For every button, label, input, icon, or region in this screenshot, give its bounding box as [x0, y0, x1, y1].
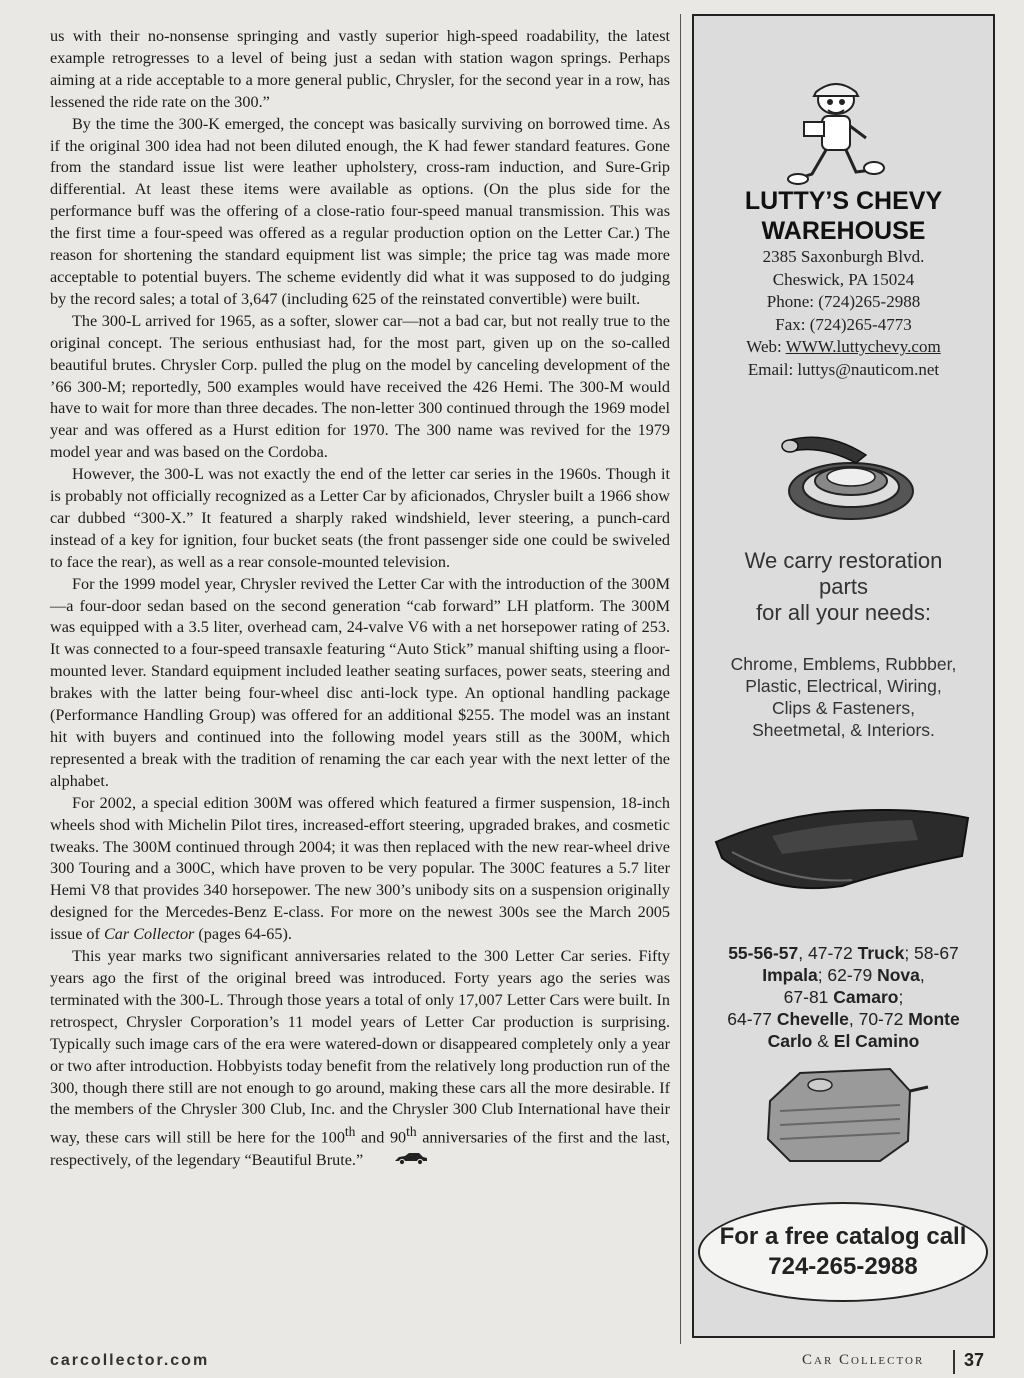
models-line	[704, 942, 983, 964]
article-paragraph: However, the 300-L was not exactly the end of the letter car series in the 1960s. Though it is probably not officially recognized as a Letter Car by aficionados, Chrysler built a 1966 show car dubbed “300-X.” It featured a sharply raked windshield, lever steering, a punch-card instead of a key for ignition, four bucket seats (the front passenger side one could be swiveled to face the rear), as well as a rear console-mounted television.	[50, 465, 670, 571]
ordinal-suffix: th	[344, 1124, 356, 1140]
article-paragraph: By the time the 300-K emerged, the concept was basically surviving on borrowed time. As if the original 300 idea had not been diluted enough, the K had fewer standard features. Gone from the standard issue list were leather upholstery, cross-ram induction, and Sure-Grip differential. At least these items were available as options. (On the plus side for the performance buff was the offering of a close-ratio four-speed manual transmission. This was the first time a four-speed was offered as a regular production option on the Letter Car.) The reason for shortening the standard equipment list was simple; the price tag was made more acceptable to potential buyers. The scheme evidently did what it was supposed to do judging by the record sales; a total of 3,647 (including 625 of the reinstated convertible) were built.	[50, 114, 670, 308]
fax-number: Fax: (724)265-4773	[775, 314, 912, 334]
article-paragraph	[50, 793, 670, 946]
magazine-title: Car Collector	[103, 925, 195, 944]
model-years: 64-77	[727, 1009, 777, 1029]
tagline-line: for all your needs:	[756, 600, 931, 625]
model-sep: &	[812, 1031, 834, 1051]
email-address: Email: luttys@nauticom.net	[747, 359, 940, 379]
gas-tank-image	[760, 1061, 930, 1176]
business-name-line: LUTTY’S CHEVY	[744, 187, 943, 215]
article-paragraph: For the 1999 model year, Chrysler revived the Letter Car with the introduction of the 300M—a four-door sedan based on the second generation “cab forward” LH platform. The 300M was equipped with a 3.5 liter, overhead cam, 24-valve V6 with a net horsepower rating of 253. It was connected to a four-speed transaxle featuring “Auto Stick” manual shifting using a floor-mounted lever. Standard equipment included leather seating surfaces, power seats, steering and brakes with the latter being four-wheel disc anti-lock type. An optional handling package (Performance Handling Group) was offered for an additional $255. The model was an instant hit with buyers and continued into the following model years still as the 300M, which represented a break with the tradition of renaming the car each year with the next letter of the alphabet.	[50, 574, 670, 790]
paragraph-text: For 2002, a special edition 300M was offered which featured a firmer suspension, 18-inch wheels shod with Michelin Pilot tires, increased-effort steering, upgraded brakes, and cosmetic tweaks. The 300M continued through 2004; it was then replaced with the new rear-wheel drive 300 Touring and a 300C, which have proven to be very popular. The 300C features a 5.7 liter Hemi V8 that provides 340 horsepower. The new 300’s unibody sits on a suspension originally designed for the Mercedes-Benz E-class. For more on the newest 300s see the March 2005 issue of	[50, 793, 670, 944]
model-name: Monte	[908, 1009, 960, 1029]
article-paragraph: us with their no-nonsense springing and vastly superior high-speed roadability, the latest example retrogresses to a level of being just a sedan with station wagon springs. Perhaps aiming at a ride acceptable to a more general public, Chrysler, for the second year in a row, has lessened the ride rate on the 300.”	[50, 27, 670, 111]
web-link[interactable]: WWW.luttychevy.com	[785, 337, 941, 356]
tagline	[714, 548, 973, 626]
business-name-line: WAREHOUSE	[761, 217, 926, 245]
tagline-line: parts	[819, 574, 868, 599]
model-name: Camaro	[833, 987, 899, 1007]
ordinal-number: and 90	[355, 1128, 407, 1147]
street-address: 2385 Saxonburgh Blvd.	[762, 247, 925, 266]
footer-site[interactable]: carcollector.com	[50, 1352, 210, 1369]
models-line	[704, 964, 983, 986]
model-years: ; 58-67	[904, 943, 959, 963]
contact-block	[694, 246, 993, 381]
model-name: Chevelle	[776, 1009, 849, 1029]
model-sep: ,	[919, 965, 925, 985]
paragraph-tail: anniversaries of the first and the last, respectively, of the legendary “Beautiful Brute.”	[50, 1128, 671, 1169]
parts-line: Chrome, Emblems, Rubbber,	[730, 654, 957, 674]
models-line	[704, 1008, 983, 1030]
hood-image	[712, 796, 972, 911]
web-address	[694, 336, 993, 359]
parts-line: Sheetmetal, & Interiors.	[752, 720, 935, 740]
article-paragraph	[50, 946, 670, 1172]
footer-divider	[953, 1350, 955, 1374]
car-end-icon	[371, 1150, 429, 1172]
catalog-text: For a free catalog call	[719, 1223, 967, 1250]
column-divider	[680, 14, 681, 1344]
ordinal-number: 100	[315, 1128, 345, 1147]
phone-number: Phone: (724)265-2988	[766, 292, 921, 311]
models-line	[704, 986, 983, 1008]
paragraph-text: This year marks two significant anniversaries related to the 300 Letter Car series. Fifty years ago the first of the original breed was introduced. Forty years ago the series was terminated with the 300-L. Through those years a total of only 17,007 Letter Cars were built. In retrospect, Chrysler Corporation’s 11 model years of Letter Car production is surprising. Typically such image cars of the era were watered-down or disappeared completely only a year or two after introduction. Hobbyists today benefit from the relatively long production run of the 300, though there still are not enough to go around, making these cars all the more desirable. If the members of the Chrysler 300 Club, Inc. and the Chrysler 300 Club International have their way, these cars will still be here for the	[50, 947, 670, 1147]
model-years: 67-81	[783, 987, 834, 1007]
parts-line: Clips & Fasteners,	[772, 698, 915, 718]
web-label: Web:	[746, 337, 786, 356]
parts-list	[704, 653, 983, 741]
advertisement	[692, 14, 995, 1338]
mascot-icon	[786, 78, 886, 193]
tagline-line: We carry restoration	[744, 548, 943, 573]
model-name: Carlo	[767, 1031, 813, 1051]
model-name: Impala	[762, 965, 818, 985]
model-sep: ;	[898, 987, 904, 1007]
article-body	[50, 26, 670, 1172]
model-years: , 70-72	[848, 1009, 909, 1029]
city-state-zip: Cheswick, PA 15024	[772, 269, 915, 289]
models-list	[704, 942, 983, 1052]
model-name: Nova	[877, 965, 920, 985]
page-number: 37	[964, 1350, 985, 1370]
models-line	[704, 1030, 983, 1052]
catalog-callout	[698, 1202, 988, 1302]
catalog-phone[interactable]: 724-265-2988	[768, 1253, 918, 1280]
air-cleaner-image	[756, 421, 936, 536]
model-years: , 47-72	[798, 943, 858, 963]
model-years: 55-56-57	[728, 943, 799, 963]
model-years: ; 62-79	[817, 965, 878, 985]
model-name: Truck	[857, 943, 905, 963]
article-paragraph: The 300-L arrived for 1965, as a softer, slower car—not a bad car, but not really true to the original concept. The serious enthusiast had, for the most part, given up on the so-called beautiful brutes. Chrysler Corp. pulled the plug on the model by canceling development of the ’66 300-M; reportedly, 500 examples would have received the 426 Hemi. The 300-M would have to wait for more than three decades. The non-letter 300 continued through the 1969 model year and was offered as a Hurst edition for 1970. The 300 name was revived for the 1979 model year and was based on the Cordoba.	[50, 311, 670, 462]
model-name: El Camino	[833, 1031, 920, 1051]
footer-magazine: Car Collector	[802, 1352, 925, 1368]
parts-line: Plastic, Electrical, Wiring,	[745, 676, 942, 696]
ordinal-suffix: th	[406, 1124, 417, 1140]
business-name	[694, 186, 993, 246]
paragraph-tail: (pages 64-65).	[194, 925, 292, 944]
